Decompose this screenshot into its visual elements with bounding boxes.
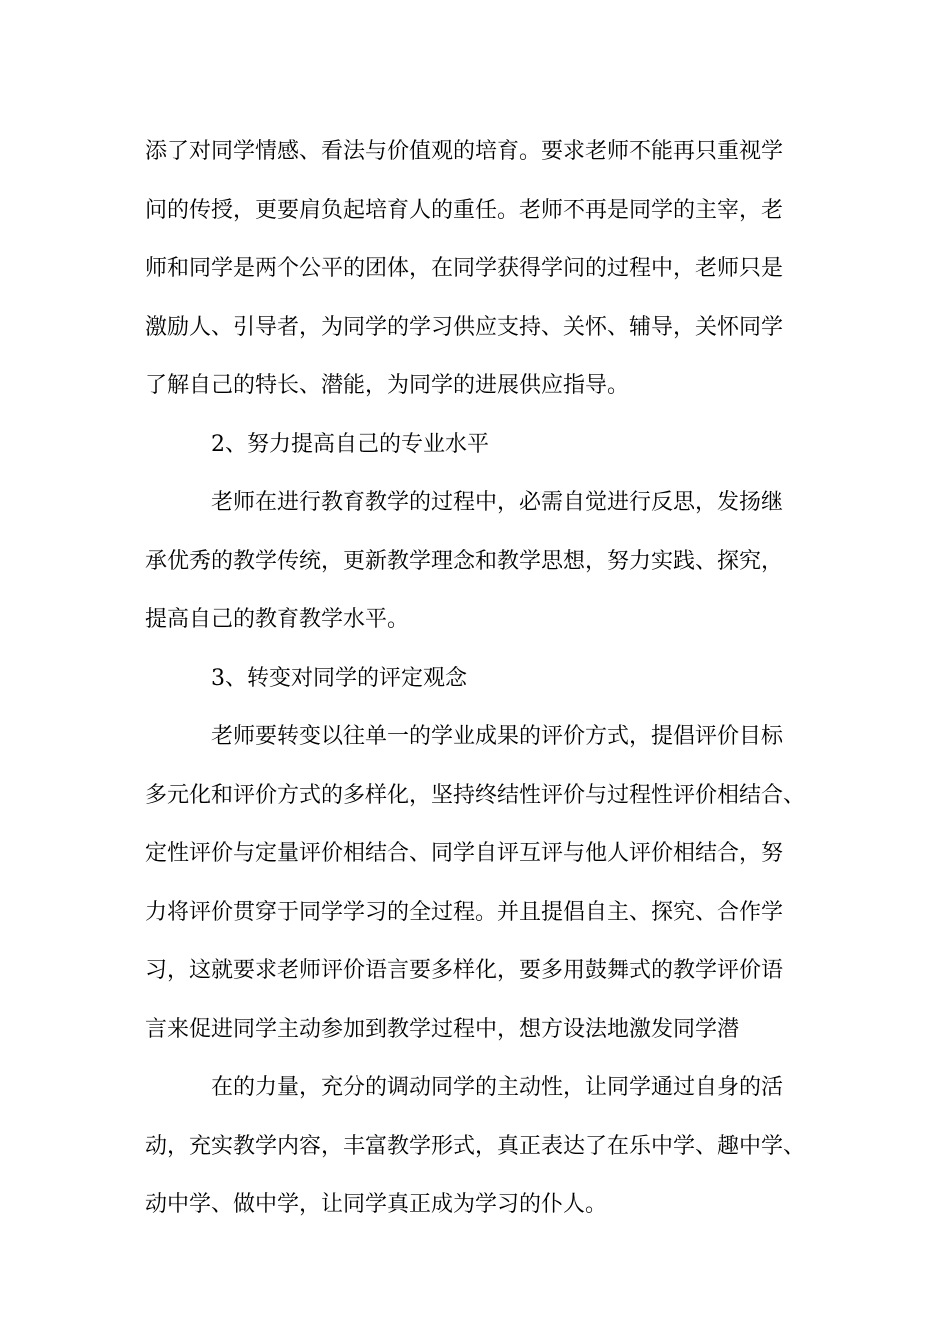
text-line: 激励人、引导者，为同学的学习供应支持、关怀、辅导，关怀同学	[145, 314, 784, 340]
text-line: 添了对同学情感、看法与价值观的培育。要求老师不能再只重视学	[145, 139, 784, 164]
text-line: 了解自己的特长、潜能，为同学的进展供应指导。	[145, 373, 630, 398]
text-line: 问的传授，更要肩负起培育人的重任。老师不再是同学的主宰，老	[145, 197, 784, 223]
text-line: 动中学、做中学，让同学真正成为学习的仆人。	[145, 1192, 608, 1217]
body-text	[145, 130, 825, 1242]
text-line: 定性评价与定量评价相结合、同学自评互评与他人评价相结合，努	[145, 841, 784, 866]
text-line: 承优秀的教学传统，更新教学理念和教学思想，努力实践、探究，	[145, 548, 784, 574]
text-line: 动，充实教学内容，丰富教学形式，真正表达了在乐中学、趣中学、	[145, 1133, 806, 1159]
text-line: 师和同学是两个公平的团体，在同学获得学问的过程中，老师只是	[145, 256, 784, 281]
text-line: 力将评价贯穿于同学学习的全过程。并且提倡自主、探究、合作学	[145, 899, 784, 925]
text-line: 在的力量，充分的调动同学的主动性，让同学通过自身的活	[211, 1075, 784, 1100]
text-line: 多元化和评价方式的多样化，坚持终结性评价与过程性评价相结合、	[145, 782, 806, 808]
text-line: 习，这就要求老师评价语言要多样化，要多用鼓舞式的教学评价语	[145, 958, 784, 983]
section-heading-3: 3、转变对同学的评定观念	[211, 665, 467, 691]
section-heading-2: 2、努力提高自己的专业水平	[211, 431, 489, 457]
text-line: 老师要转变以往单一的学业成果的评价方式，提倡评价目标	[211, 724, 784, 749]
text-line: 老师在进行教育教学的过程中，必需自觉进行反思，发扬继	[211, 490, 784, 515]
text-line: 提高自己的教育教学水平。	[145, 607, 410, 632]
text-line: 言来促进同学主动参加到教学过程中，想方设法地激发同学潜	[145, 1016, 740, 1042]
